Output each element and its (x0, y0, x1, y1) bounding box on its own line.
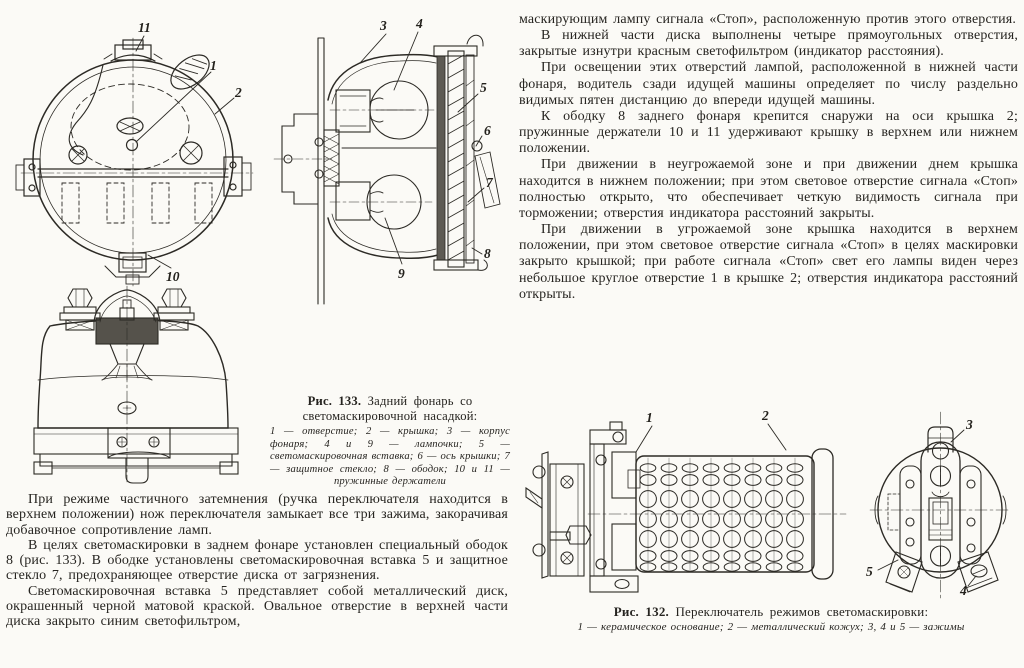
callout-1: 1 (210, 58, 217, 73)
body-paragraph: В нижней части диска выполнены четыре прямоугольных отверстия, закрытые изнутри красным светофильтром (индикатор расстояния). (519, 28, 1018, 60)
callout-6: 6 (484, 123, 491, 138)
body-paragraph: При движении в неугрожаемой зоне и при движении днем крышка находится в нижнем положении; при этом световое отверстие сигнала «Стоп» полностью открыто, что обеспечивает четкую видимость сигнала при торможении; отверстия индикатора расстояний закрыты. (519, 157, 1018, 221)
figure-number: Рис. 132. (613, 604, 669, 619)
callout-5: 5 (866, 564, 873, 579)
callout-4: 4 (960, 583, 967, 598)
callout-8: 8 (484, 246, 491, 261)
left-column-text (6, 492, 508, 630)
fig133-caption-title (270, 394, 510, 424)
fig133-front-view-drawing (8, 10, 266, 288)
body-paragraph: При движении в угрожаемой зоне крышка находится в верхнем положении, при этом световое отверстие сигнала «Стоп» в целях маскировки закрыто крышкой; при работе сигнала «Стоп» свет его лампы виден через небольшое круглое отверстие 1 в крышке 2; отверстия индикатора расстояний открыты. (519, 222, 1018, 302)
figure-title: Переключатель режимов светомаскировки: (675, 604, 929, 619)
right-column-text (519, 12, 1018, 303)
body-paragraph: К ободку 8 заднего фонаря крепится снаружи на оси крышка 2; пружинные держатели 10 и 11 удерживают крышку в верхнем или нижнем положении. (519, 108, 1018, 157)
body-paragraph: При освещении этих отверстий лампой, расположенной в нижней части фонаря, водитель сзади идущей машины определяет по числу раздельно видимых пятен дистанцию до впереди идущей машины. (519, 60, 1018, 108)
body-paragraph: маскирующим лампу сигнала «Стоп», расположенную против этого отверстия. (519, 12, 1016, 27)
callout-11: 11 (138, 20, 151, 35)
callout-2: 2 (235, 85, 242, 100)
fig133-side-view-drawing (30, 282, 245, 484)
callout-7: 7 (486, 175, 493, 190)
callout-10: 10 (166, 269, 180, 284)
fig132-side-view-drawing (524, 404, 854, 600)
callout-9: 9 (398, 266, 405, 281)
callout-5: 5 (480, 80, 487, 95)
fig132-caption (524, 604, 1018, 634)
body-paragraph: В целях светомаскировки в заднем фонаре установлен специальный ободок 8 (рис. 133). В ободке установлены светомаскировочная вставка 5 и защитное стекло 7, предохраняющее отверстие диска от загрязнения. (6, 537, 508, 584)
figure-title: Задний фонарь со светомаскировочной насадкой: (302, 394, 478, 423)
figure-number: Рис. 133. (307, 394, 362, 408)
callout-3: 3 (966, 417, 973, 432)
body-paragraph: Светомаскировочная вставка 5 представляет собой металлический диск, окрашенный черной матовой краской. Овальное отверстие в верхней части диска закрыто синим светофильтром, (6, 583, 508, 630)
callout-2: 2 (762, 408, 769, 423)
fig132-caption-legend: 1 — керамическое основание; 2 — металлический кожух; 3, 4 и 5 — зажимы (577, 621, 965, 633)
fig132-caption-title (524, 604, 1018, 619)
body-paragraph: При режиме частичного затемнения (ручка переключателя находится в верхнем положении) нож переключателя замыкает все три зажима, закорачивая добавочное сопротивление ламп. (6, 492, 508, 538)
callout-3: 3 (380, 18, 387, 33)
fig133-caption (270, 394, 510, 489)
callout-1: 1 (646, 410, 653, 425)
fig133-section-drawing (272, 6, 507, 306)
fig133-caption-legend: 1 — отверстие; 2 — крышка; 3 — корпус фонаря; 4 и 9 — лампочки; 5 — светомаскировочная вставка; 6 — ось крышки; 7 — защитное стекло; 8 — ободок; 10 и 11 — пружинные держатели (270, 426, 510, 488)
callout-4: 4 (416, 16, 423, 31)
fig132-end-view-drawing (858, 404, 1018, 600)
